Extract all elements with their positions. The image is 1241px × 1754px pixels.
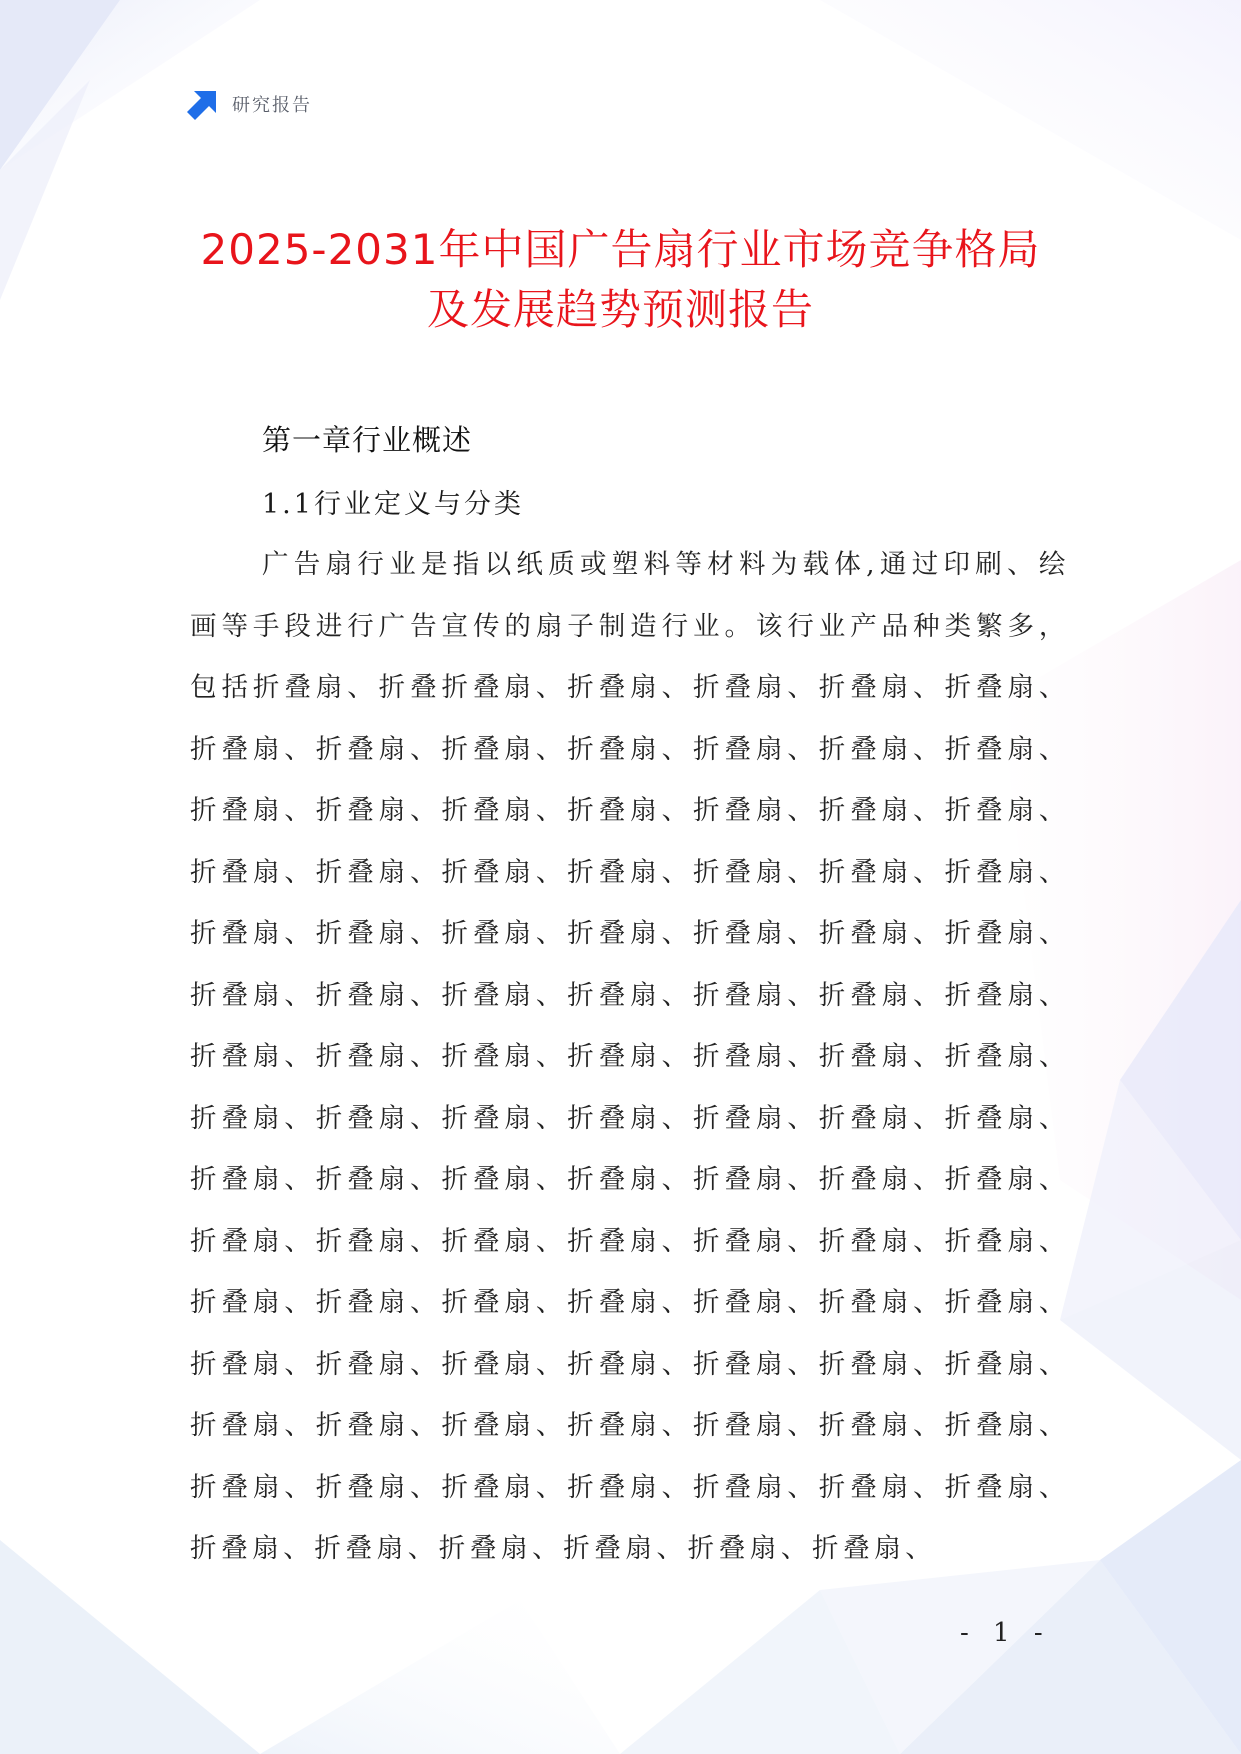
page-number: - 1 - [960, 1618, 1051, 1648]
report-title-line-2: 及发展趋势预测报告 [426, 285, 814, 334]
section-heading: 1.1行业定义与分类 [262, 489, 524, 520]
chapter-heading: 第一章行业概述 [262, 423, 473, 457]
arrow-up-right-icon [186, 87, 220, 121]
report-title-line-1: 2025-2031年中国广告扇行业市场竞争格局 [200, 225, 1041, 274]
header-brand [186, 86, 312, 122]
body-paragraph: 广告扇行业是指以纸质或塑料等材料为载体,通过印刷、绘画等手段进行广告宣传的扇子制造行业。该行业产品种类繁多，包括折叠扇、折叠折叠扇、折叠扇、折叠扇、折叠扇、折叠扇、折叠扇、折叠扇、折叠扇、折叠扇、折叠扇、折叠扇、折叠扇、折叠扇、折叠扇、折叠扇、折叠扇、折叠扇、折叠扇、折叠扇、折叠扇、折叠扇、折叠扇、折叠扇、折叠扇、折叠扇、折叠扇、折叠扇、折叠扇、折叠扇、折叠扇、折叠扇、折叠扇、折叠扇、折叠扇、折叠扇、折叠扇、折叠扇、折叠扇、折叠扇、折叠扇、折叠扇、折叠扇、折叠扇、折叠扇、折叠扇、折叠扇、折叠扇、折叠扇、折叠扇、折叠扇、折叠扇、折叠扇、折叠扇、折叠扇、折叠扇、折叠扇、折叠扇、折叠扇、折叠扇、折叠扇、折叠扇、折叠扇、折叠扇、折叠扇、折叠扇、折叠扇、折叠扇、折叠扇、折叠扇、折叠扇、折叠扇、折叠扇、折叠扇、折叠扇、折叠扇、折叠扇、折叠扇、折叠扇、折叠扇、折叠扇、折叠扇、折叠扇、折叠扇、折叠扇、折叠扇、折叠扇、折叠扇、折叠扇、折叠扇、折叠扇、折叠扇、折叠扇、折叠扇、折叠扇、折叠扇、折叠扇、折叠扇、折叠扇、折叠扇、折叠扇、折叠扇、折叠扇、 [190, 549, 1070, 1562]
report-title [150, 220, 1091, 340]
brand-label: 研究报告 [232, 95, 312, 116]
